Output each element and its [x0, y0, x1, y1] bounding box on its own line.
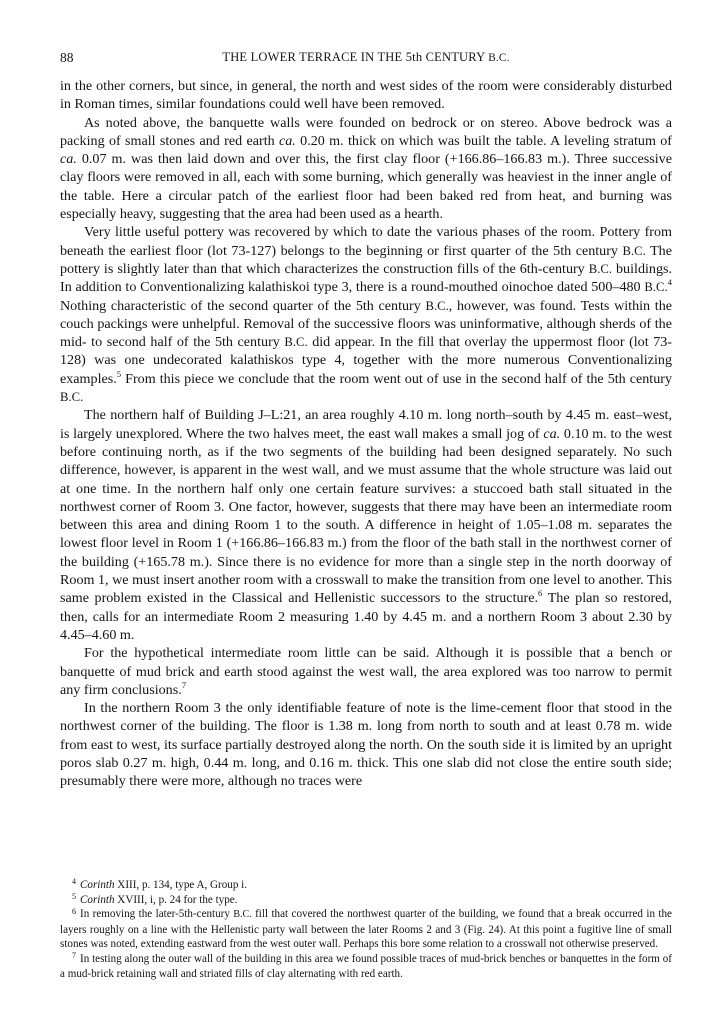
paragraph-text: 0.07 m. was then laid down and over this, the first clay floor (+166.86–166.83 m.). Three successive clay floors were removed in all, each with some burning, which generally was heaviest in the inner angle of the table. Here a circular patch of the earliest floor had been baked red from heat, and burning was especially heavy, suggesting that the area had been used as a hearth. — [60, 151, 672, 223]
footnote-number: 6 — [72, 906, 76, 916]
era-abbrev: B.C. — [233, 909, 252, 921]
abbrev-circa: ca. — [60, 151, 77, 168]
running-title-era: B.C. — [488, 52, 510, 64]
era-abbrev: B.C. — [284, 335, 308, 350]
paragraph-text: From this piece we conclude that the room went out of use in the second half of the 5th century — [121, 370, 672, 387]
footnote-text: In testing along the outer wall of the building in this area we found possible traces of mud-brick benches or banquettes in the form of a mud-brick retaining wall and striated fills of clay alternating with red earth. — [60, 952, 672, 980]
footnote-6 — [60, 907, 672, 952]
footnotes — [60, 878, 672, 981]
era-abbrev: B.C. — [425, 298, 449, 313]
footnote-number: 5 — [72, 892, 76, 901]
footnote-ref-6[interactable]: 6 — [538, 588, 543, 599]
paragraph-text: in the other corners, but since, in general, the north and west sides of the room were considerably disturbed in Roman times, similar foundations could well have been removed. — [60, 78, 672, 113]
paragraph-text: buildings. In addition to Conventionalizing kalathiskoi type 3, there is a round-mouthed oinochoe dated 500–480 — [60, 260, 673, 296]
footnote-7 — [60, 952, 672, 981]
paragraph-5 — [60, 644, 672, 699]
footnote-text: XVIII, i, p. 24 for the type. — [114, 893, 238, 906]
footnote-text: In removing the later-5th-century — [80, 908, 234, 921]
footnote-ref-7[interactable]: 7 — [181, 679, 187, 690]
paragraph-2 — [60, 114, 672, 224]
paragraph-text: did appear. In the fill that overlay the uppermost floor (lot 73-128) was one undecorated kalathiskos type 4, together with the more numerous Conventionalizing examples. — [60, 334, 672, 387]
paragraph-text: The pottery is slightly later than that which characterizes the construction fills of the 6th-century — [60, 242, 672, 277]
footnote-citation-title: Corinth — [80, 879, 115, 891]
paragraph-1 — [60, 77, 672, 114]
paragraph-6 — [60, 699, 672, 790]
paragraph-text: 0.20 m. thick on which was built the table. A leveling stratum of — [295, 132, 672, 149]
paragraph-text: As noted above, the banquette walls were founded on bedrock or on stereo. Above bedrock was a packing of small stones and red earth — [60, 114, 672, 149]
era-abbrev: B.C. — [644, 280, 668, 295]
paragraph-text: 0.10 m. to the west before continuing north, as if the two segments of the building had been designed separately. No such difference, however, is apparent in the west wall, and we must assume that the whole structure was laid out at one time. In the northern half only one certain feature survives: a stuccoed bath stall situated in the northwest corner of Room 3. One factor, however, suggests that there may have been an intermediate room between this area and dining Room 1 to the south. A difference in height of 1.05–1.08 m. separates the lowest floor level in Room 1 (+166.86–166.83 m.) from the floor of the bath stall in the northwest corner of the building (+165.78 m.). Since there is no evidence for more than a single step in the north doorway of Room 1, we must insert another room with a crosswall to make the transition from one level to another. This same problem existed in the Classical and Hellenistic successors to the structure. — [60, 425, 672, 607]
footnote-ref-4[interactable]: 4 — [667, 277, 672, 288]
paragraph-text: In the northern Room 3 the only identifiable feature of note is the lime-cement floor that stood in the northwest corner of the building. The floor is 1.38 m. long from north to south and at least 0.78 m. wide from east to west, its surface partially destroyed along the north. On the south side it is limited by an upright poros slab 0.27 m. high, 0.44 m. long, and 0.16 m. thick. This one slab did not close the entire south side; presumably there were more, although no traces were — [60, 700, 672, 790]
footnote-text: XIII, p. 134, type A, Group i. — [114, 879, 248, 891]
running-title-text: THE LOWER TERRACE IN THE 5th CENTURY — [222, 50, 485, 64]
abbrev-circa: ca. — [279, 132, 296, 149]
page-number: 88 — [60, 50, 74, 65]
footnote-number: 4 — [72, 877, 76, 887]
paragraph-text: The plan so restored, then, calls for an intermediate Room 2 measuring 1.40 by 4.45 m. and a northern Room 3 about 2.30 by 4.45–4.60 m. — [60, 590, 673, 643]
footnote-ref-5[interactable]: 5 — [116, 368, 122, 379]
paragraph-4 — [60, 406, 672, 644]
footnote-citation-title: Corinth — [80, 893, 115, 906]
era-abbrev: B.C. — [622, 243, 646, 258]
abbrev-circa: ca. — [543, 425, 561, 442]
paragraph-text: For the hypothetical intermediate room little can be said. Although it is possible that a bench or banquette of mud brick and earth stood against the west wall, the area explored was too narrow to permit any firm conclusions. — [60, 645, 672, 698]
running-head — [60, 50, 672, 66]
paragraph-text: The northern half of Building J–L:21, an area roughly 4.10 m. long north–south by 4.45 m. east–west, is largely unexplored. Where the two halves meet, the east wall makes a small jog of — [60, 407, 672, 442]
footnote-5 — [60, 893, 672, 908]
running-title — [60, 50, 672, 65]
paragraph-text: Very little useful pottery was recovered by which to date the various phases of the room. Pottery from beneath the earliest floor (lot 73-127) belongs to the beginning or first quarter of the 5th century — [60, 224, 672, 259]
body-text — [60, 77, 672, 791]
era-abbrev: B.C. — [60, 390, 84, 405]
era-abbrev: B.C. — [588, 261, 613, 276]
footnote-text: fill that covered the northwest quarter of the building, we found that a break occurred in the layers roughly on a line with the Hellenistic party wall between the later Rooms 2 and 3 (Fig. 24). At this point a fugitive line of small stones was noted, extending eastward from the west outer wall. Perhaps this bore some relation to a crosswall not otherwise preserved. — [60, 908, 672, 951]
footnote-number: 7 — [72, 951, 76, 961]
paragraph-text: , however, was found. Tests within the couch packings were unhelpful. Removal of the successive floors was uninformative, although sherds of the mid- to second half of the 5th century — [60, 297, 673, 351]
footnote-4 — [60, 878, 672, 893]
paragraph-3 — [60, 223, 672, 406]
paragraph-text: Nothing characteristic of the second quarter of the 5th century — [60, 297, 426, 314]
